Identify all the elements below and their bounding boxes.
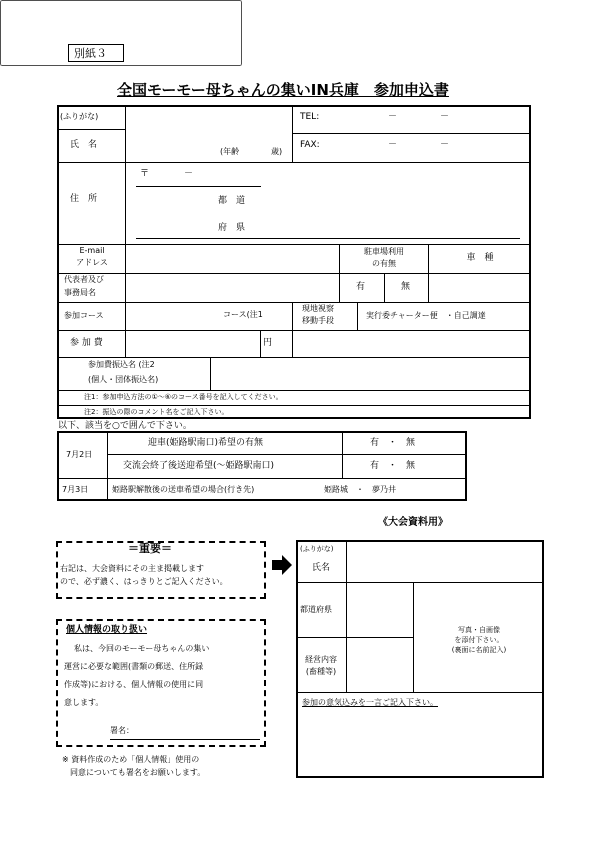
photo-label-1: 写真・自画像 <box>458 626 500 634</box>
photo-label-3: (裏面に名前記入) <box>451 646 507 654</box>
page-title: 全国モーモー母ちゃんの集いIN兵庫 参加申込書 <box>117 81 449 99</box>
fax-dash-1: － <box>388 140 398 150</box>
material-biz-label-1: 経営内容 <box>305 655 337 664</box>
postal-underline <box>136 186 261 187</box>
parking-no[interactable]: 無 <box>401 282 411 292</box>
todo-label: 都 道 <box>218 196 246 206</box>
material-pref-label: 都道府県 <box>300 605 332 614</box>
tel-dash-1: － <box>388 112 398 122</box>
name-input[interactable] <box>128 132 218 150</box>
email-input[interactable] <box>128 250 333 268</box>
material-biz-label-2: (畜種等) <box>305 667 337 676</box>
row-line <box>57 129 125 130</box>
tel-label: TEL: <box>300 112 320 122</box>
address-underline-2 <box>260 238 520 239</box>
parking-label-2: の有無 <box>372 259 396 268</box>
dropoff-label: 姫路駅解散後の送車希望の場合(行き先) <box>112 485 255 494</box>
car-type-input[interactable] <box>432 278 527 296</box>
row-line <box>292 133 531 134</box>
col-line <box>292 330 293 357</box>
address-label: 住 所 <box>70 194 98 204</box>
rep-label-1: 代表者及び <box>64 275 104 284</box>
transport-label-1: 現地視察 <box>302 304 334 313</box>
row-line <box>57 330 531 331</box>
fax-label: FAX: <box>300 140 320 150</box>
furigana-input[interactable] <box>128 108 288 126</box>
signature-label: 署名： <box>110 726 134 735</box>
material-biz-input[interactable] <box>350 652 410 678</box>
fee-input[interactable] <box>128 334 256 352</box>
email-label-2: アドレス <box>76 258 108 267</box>
material-label: 《大会資料用》 <box>378 517 448 528</box>
material-furigana-label: (ふりがな) <box>300 545 334 553</box>
important-line-1: 右記は、大会資料にその主ま掲載します <box>60 564 204 573</box>
material-pref-input[interactable] <box>350 598 410 620</box>
footnote-1: ※ 資料作成のため「個人情報」使用の <box>62 755 200 764</box>
col-line <box>346 540 347 692</box>
privacy-heading: 個人情報の取り扱い <box>66 625 148 635</box>
row-line <box>57 390 531 391</box>
age-open-label: (年齢 <box>220 147 240 156</box>
transport-options[interactable]: 実行委チャーター便 ・自己調達 <box>366 311 486 320</box>
transfer-name-input[interactable] <box>214 364 524 384</box>
transfer-after-options[interactable]: 有 ・ 無 <box>370 461 416 471</box>
fuken-label: 府 県 <box>218 223 246 233</box>
email-label-1: E-mail <box>79 246 105 255</box>
tel-dash-2: － <box>440 112 450 122</box>
row-line <box>57 162 531 163</box>
col-line <box>260 330 261 357</box>
col-line <box>125 105 126 357</box>
fax-dash-2: － <box>440 140 450 150</box>
attachment-label: 別紙３ <box>74 47 107 60</box>
row-line <box>57 357 531 358</box>
material-name-input[interactable] <box>350 550 538 576</box>
yen-label: 円 <box>263 338 273 348</box>
row-line <box>57 273 531 274</box>
col-line <box>107 431 108 501</box>
circle-intro: 以下、該当を○で囲んで下さい。 <box>58 421 192 431</box>
parking-yes[interactable]: 有 <box>356 282 366 292</box>
signature-input[interactable] <box>140 722 258 738</box>
transport-label-2: 移動手段 <box>302 316 334 325</box>
privacy-line-4: 意します。 <box>64 698 104 707</box>
important-heading: ＝重要＝ <box>128 542 172 555</box>
pickup-label: 迎車(姫路駅南口)希望の有無 <box>148 438 264 448</box>
furigana-label: (ふりがな) <box>60 112 99 121</box>
col-line <box>428 244 429 302</box>
col-line <box>384 273 385 302</box>
col-line <box>292 302 293 330</box>
footnote-2: 同意についても署名をお願いします。 <box>70 768 206 777</box>
row-line <box>107 454 467 455</box>
pickup-options[interactable]: 有 ・ 無 <box>370 438 416 448</box>
col-line <box>210 357 211 390</box>
col-line <box>357 302 358 330</box>
representative-input[interactable] <box>128 278 333 296</box>
day3-label: 7月3日 <box>62 485 89 494</box>
privacy-line-3: 作成等)における、個人情報の使用に同 <box>64 680 204 689</box>
material-name-label: 氏名 <box>312 563 331 573</box>
row-line <box>57 244 531 245</box>
address-underline <box>136 238 261 239</box>
note-2: 注2：振込の際のコメント名をご記入下さい。 <box>84 408 229 416</box>
name-label: 氏 名 <box>70 140 98 150</box>
row-line <box>57 405 531 406</box>
row-line <box>57 302 531 303</box>
dropoff-options[interactable]: 姫路城 ・ 夢乃井 <box>324 485 396 494</box>
postal-dash: － <box>184 169 194 179</box>
row-line <box>57 478 467 479</box>
fee-label: 参 加 費 <box>70 338 103 348</box>
note-1: 注1：参加申込方法の①～⑥のコース番号を記入してください。 <box>84 393 283 401</box>
col-line <box>292 105 293 162</box>
photo-upload-area[interactable] <box>414 583 543 691</box>
address-input[interactable] <box>262 205 517 235</box>
col-line <box>342 431 343 478</box>
enthusiasm-label: 参加の意気込みを一言ご記入下さい。 <box>302 698 438 707</box>
signature-line <box>110 739 260 740</box>
rep-label-2: 事務局名 <box>64 288 96 297</box>
day2-label: 7月2日 <box>66 450 93 459</box>
row-line <box>296 692 544 693</box>
important-line-2: ので、必ず濃く、はっきりとご記入ください。 <box>60 577 228 586</box>
transfer-label-2: (個人・団体振込名) <box>88 375 159 384</box>
age-close-label: 歳) <box>271 147 283 156</box>
privacy-line-1: 私は、今回のモーモー母ちゃんの集い <box>74 644 210 653</box>
postal-mark: 〒 <box>140 169 150 179</box>
car-type-label: 車 種 <box>466 253 494 263</box>
parking-label-1: 駐車場利用 <box>364 247 404 256</box>
postal-code-input[interactable] <box>152 166 252 184</box>
transfer-after-label: 交流会終了後送迎希望(～姫路駅南口) <box>123 461 275 471</box>
row-line <box>296 637 413 638</box>
transfer-label-1: 参加費振込名 (注2 <box>88 360 155 369</box>
photo-label-2: を添付下さい。 <box>454 636 504 644</box>
course-suffix: コース(注1 <box>223 310 263 319</box>
privacy-line-2: 運営に必要な範囲(書類の郵送、住所録 <box>64 662 204 671</box>
course-input[interactable] <box>128 306 223 324</box>
right-arrow-icon <box>270 553 294 577</box>
course-label: 参加コース <box>64 311 104 320</box>
